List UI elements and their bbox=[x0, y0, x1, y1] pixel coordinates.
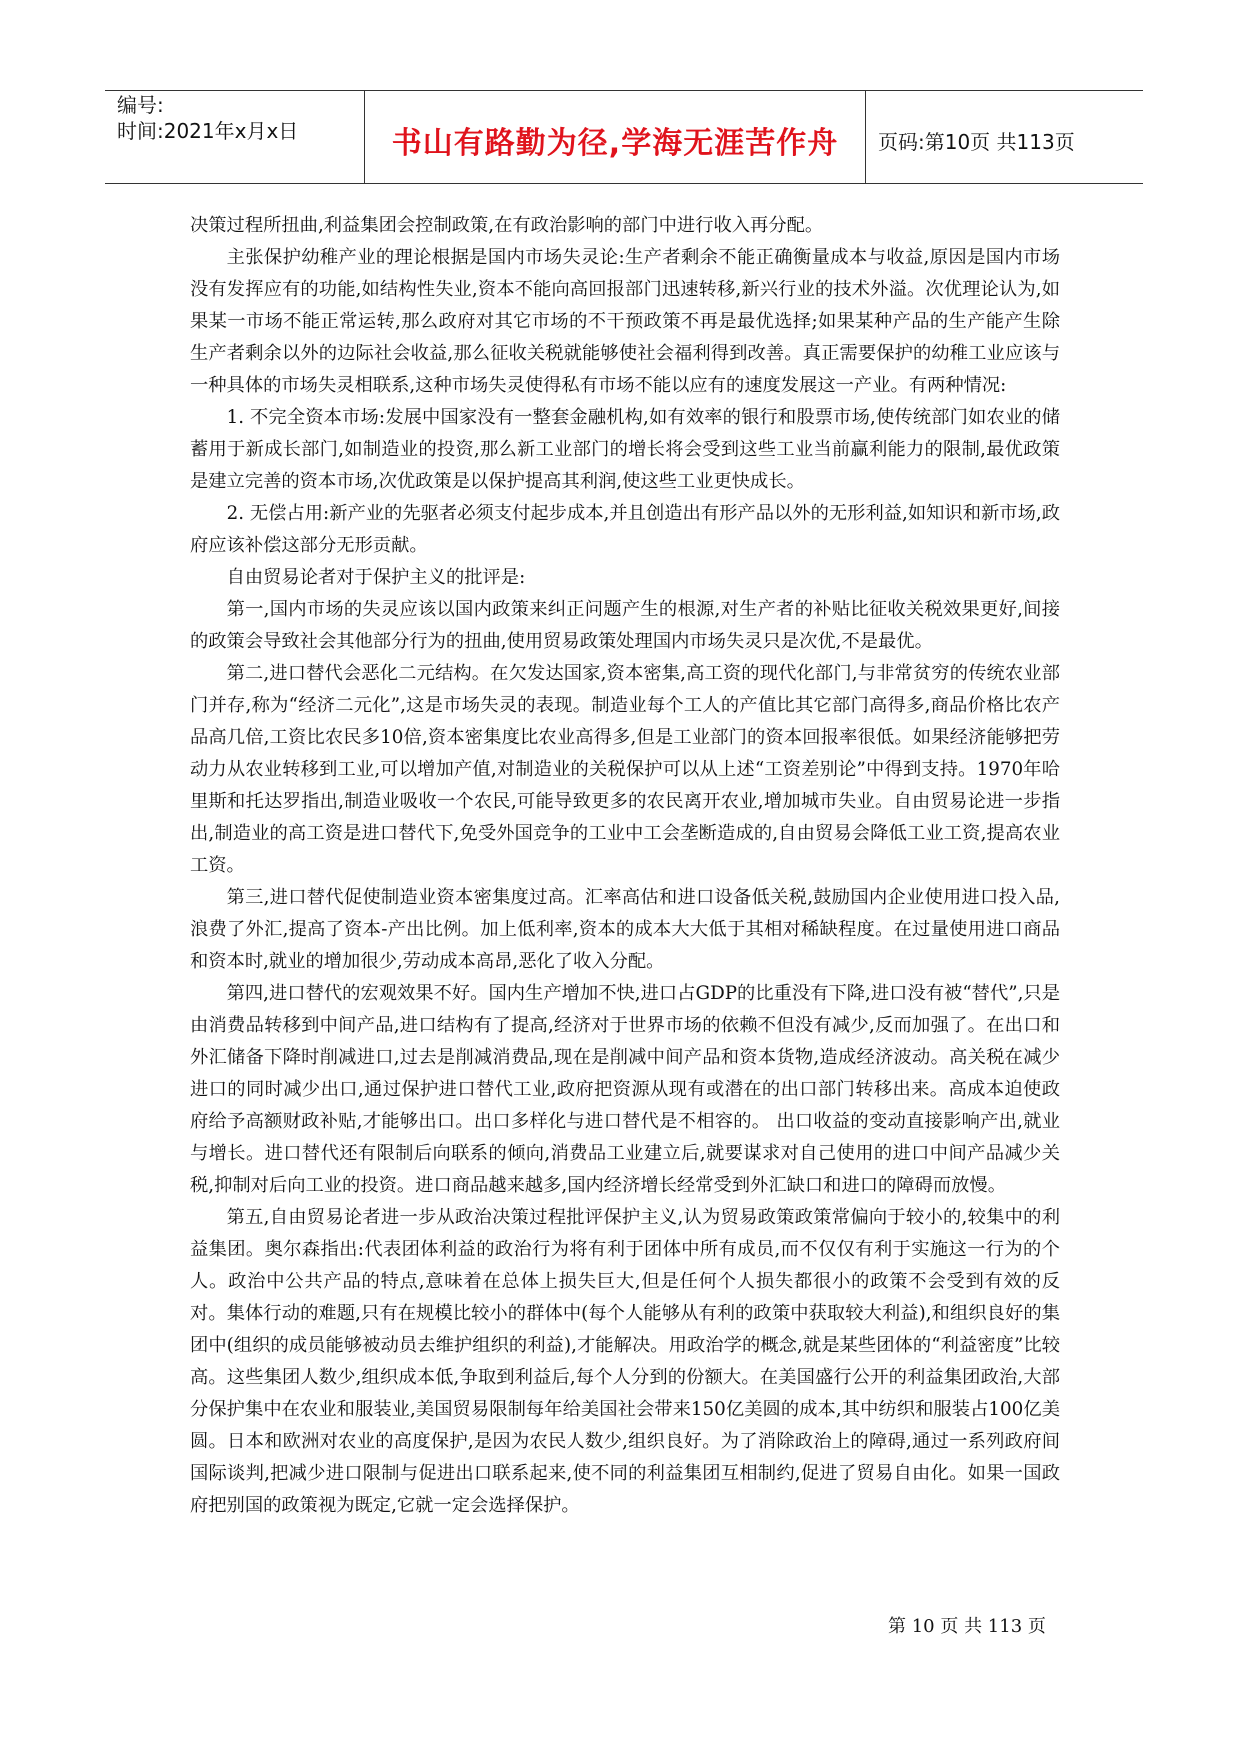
paragraph: 第四,进口替代的宏观效果不好。国内生产增加不快,进口占GDP的比重没有下降,进口没有被“替代”,只是由消费品转移到中间产品,进口结构有了提高,经济对于世界市场的依赖不但没有减少,反而加强了。在出口和外汇储备下降时削减进口,过去是削减消费品,现在是削减中间产品和资本货物,造成经济波动。高关税在减少进口的同时减少出口,通过保护进口替代工业,政府把资源从现有或潜在的出口部门转移出来。高成本迫使政府给予高额财政补贴,才能够出口。出口多样化与进口替代是不相容的。 出口收益的变动直接影响产出,就业与增长。进口替代还有限制后向联系的倾向,消费品工业建立后,就要谋求对自己使用的进口中间产品减少关税,抑制对后向工业的投资。进口商品越来越多,国内经济增长经常受到外汇缺口和进口的障碍而放慢。 bbox=[190, 983, 1060, 1196]
paragraph: 主张保护幼稚产业的理论根据是国内市场失灵论:生产者剩余不能正确衡量成本与收益,原因是国内市场没有发挥应有的功能,如结构性失业,资本不能向高回报部门迅速转移,新兴行业的技术外溢。次优理论认为,如果某一市场不能正常运转,那么政府对其它市场的不干预政策不再是最优选择;如果某种产品的生产能产生除生产者剩余以外的边际社会收益,那么征收关税就能够使社会福利得到改善。真正需要保护的幼稚工业应该与一种具体的市场失灵相联系,这种市场失灵使得私有市场不能以应有的速度发展这一产业。有两种情况: bbox=[190, 247, 1060, 396]
document-header bbox=[105, 90, 1143, 183]
paragraph: 第一,国内市场的失灵应该以国内政策来纠正问题产生的根源,对生产者的补贴比征收关税效果更好,间接的政策会导致社会其他部分行为的扭曲,使用贸易政策处理国内市场失灵只是次优,不是最优。 bbox=[190, 599, 1060, 652]
header-motto: 书山有路勤为径,学海无涯苦作舟 bbox=[391, 126, 839, 161]
paragraph: 第三,进口替代促使制造业资本密集度过高。汇率高估和进口设备低关税,鼓励国内企业使用进口投入品,浪费了外汇,提高了资本-产出比例。加上低利率,资本的成本大大低于其相对稀缺程度。在过量使用进口商品和资本时,就业的增加很少,劳动成本高昂,恶化了收入分配。 bbox=[190, 887, 1060, 972]
paragraph: 自由贸易论者对于保护主义的批评是: bbox=[226, 567, 526, 588]
paragraph: 第二,进口替代会恶化二元结构。在欠发达国家,资本密集,高工资的现代化部门,与非常贫穷的传统农业部门并存,称为“经济二元化”,这是市场失灵的表现。制造业每个工人的产值比其它部门高得多,商品价格比农产品高几倍,工资比农民多10倍,资本密集度比农业高得多,但是工业部门的资本回报率很低。如果经济能够把劳动力从农业转移到工业,可以增加产值,对制造业的关税保护可以从上述“工资差别论”中得到支持。1970年哈里斯和托达罗指出,制造业吸收一个农民,可能导致更多的农民离开农业,增加城市失业。自由贸易论进一步指出,制造业的高工资是进口替代下,免受外国竞争的工业中工会垄断造成的,自由贸易会降低工业工资,提高农业工资。 bbox=[190, 663, 1060, 876]
page-footer: 第 10 页 共 113 页 bbox=[888, 1616, 1046, 1637]
document-time-label: 时间:2021年x月x日 bbox=[117, 119, 299, 143]
header-left-cell bbox=[105, 90, 365, 183]
header-bottom-rule bbox=[105, 183, 1143, 184]
header-right-cell bbox=[866, 90, 1144, 183]
paragraph: 2. 无偿占用:新产业的先驱者必须支付起步成本,并且创造出有形产品以外的无形利益,如知识和新市场,政府应该补偿这部分无形贡献。 bbox=[190, 503, 1060, 556]
header-center-cell bbox=[365, 90, 866, 183]
header-page-label: 页码:第10页 共113页 bbox=[878, 130, 1075, 154]
paragraph: 1. 不完全资本市场:发展中国家没有一整套金融机构,如有效率的银行和股票市场,使传统部门如农业的储蓄用于新成长部门,如制造业的投资,那么新工业部门的增长将会受到这些工业当前赢利能力的限制,最优政策是建立完善的资本市场,次优政策是以保护提高其利润,使这些工业更快成长。 bbox=[190, 407, 1060, 492]
paragraph: 第五,自由贸易论者进一步从政治决策过程批评保护主义,认为贸易政策政策常偏向于较小的,较集中的利益集团。奥尔森指出:代表团体利益的政治行为将有利于团体中所有成员,而不仅仅有利于实施这一行为的个人。政治中公共产品的特点,意味着在总体上损失巨大,但是任何个人损失都很小的政策不会受到有效的反对。集体行动的难题,只有在规模比较小的群体中(每个人能够从有利的政策中获取较大利益),和组织良好的集团中(组织的成员能够被动员去维护组织的利益),才能解决。用政治学的概念,就是某些团体的“利益密度”比较高。这些集团人数少,组织成本低,争取到利益后,每个人分到的份额大。在美国盛行公开的利益集团政治,大部分保护集中在农业和服装业,美国贸易限制每年给美国社会带来150亿美圆的成本,其中纺织和服装占100亿美圆。日本和欧洲对农业的高度保护,是因为农民人数少,组织良好。为了消除政治上的障碍,通过一系列政府间国际谈判,把减少进口限制与促进出口联系起来,使不同的利益集团互相制约,促进了贸易自由化。如果一国政府把别国的政策视为既定,它就一定会选择保护。 bbox=[190, 1207, 1060, 1516]
paragraph: 决策过程所扭曲,利益集团会控制政策,在有政治影响的部门中进行收入再分配。 bbox=[190, 215, 824, 236]
document-number-label: 编号: bbox=[117, 93, 164, 117]
document-body bbox=[190, 210, 1060, 1522]
